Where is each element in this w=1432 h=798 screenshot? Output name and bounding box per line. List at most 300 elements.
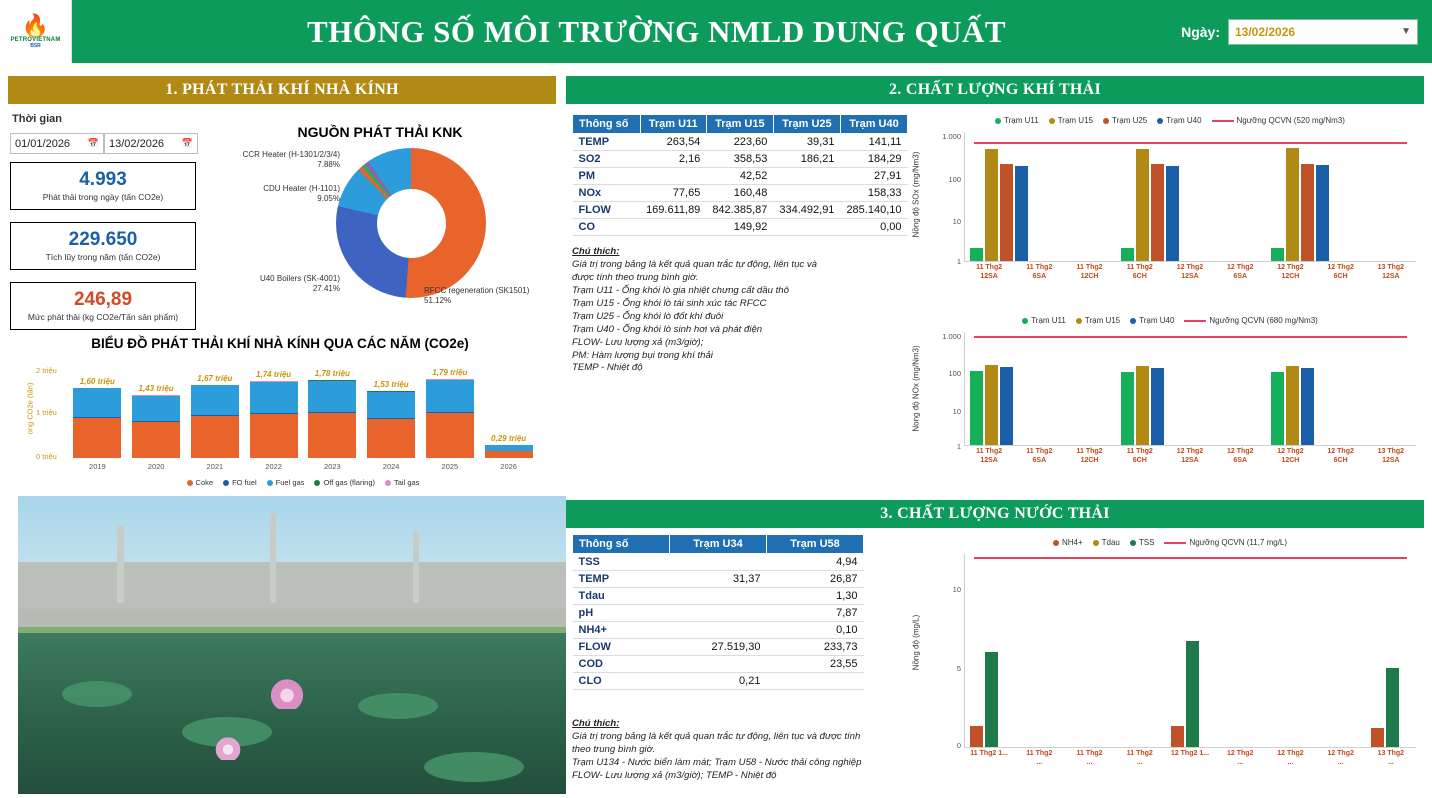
date-range-picker[interactable] <box>10 133 198 154</box>
column-header[interactable]: Trạm U15 <box>706 115 773 134</box>
legend-line <box>1164 542 1186 544</box>
bar-segment <box>426 380 474 412</box>
y-axis-tick: 1 <box>956 257 961 267</box>
row-label: TEMP <box>573 134 641 151</box>
x-axis-label: 12 Thg2 12CH <box>1277 448 1304 464</box>
bar <box>1271 248 1284 261</box>
legend-swatch <box>1022 318 1028 324</box>
y-axis-tick: 10 <box>952 406 961 416</box>
bar <box>1000 164 1013 261</box>
row-label: COD <box>573 656 670 673</box>
y-axis-tick: 1 <box>956 441 961 451</box>
legend-swatch <box>187 480 193 486</box>
x-axis-label: 12 Thg2 ... <box>1327 750 1354 766</box>
table-row <box>573 571 864 588</box>
x-axis-label: 13 Thg2 ... <box>1377 750 1405 766</box>
legend-label: Trạm U11 <box>1031 316 1066 325</box>
x-axis-label: 12 Thg2 ... <box>1226 750 1254 766</box>
legend-label: Fuel gas <box>275 478 305 487</box>
nox-plot <box>942 332 1416 451</box>
table-row <box>573 622 864 639</box>
legend-swatch <box>1093 540 1099 546</box>
table-row <box>573 588 864 605</box>
y-axis-tick: 0 <box>956 741 961 751</box>
bar <box>970 371 983 445</box>
note-line: được tính theo trung bình giờ. <box>572 271 699 283</box>
legend-swatch <box>1076 318 1082 324</box>
bar-segment <box>308 381 356 413</box>
kpi-caption: Mức phát thải (kg CO2e/Tấn sản phẩm) <box>27 311 179 322</box>
table-header-row <box>573 115 908 134</box>
table-cell: 169.611,89 <box>640 202 706 219</box>
kpi-card-intensity <box>10 282 196 330</box>
sox-plot <box>942 132 1416 267</box>
x-axis-label: 12 Thg2 6SA <box>1226 264 1254 280</box>
photo-plant <box>18 562 566 628</box>
logo <box>0 0 72 63</box>
bar-group <box>1121 132 1179 261</box>
table-cell: 27,91 <box>840 168 907 185</box>
calendar-icon[interactable]: 📅 <box>181 138 193 148</box>
nox-chart <box>911 316 1420 486</box>
row-label: NH4+ <box>573 622 670 639</box>
year-chart-ylabel: ong CO2e (tấn) <box>25 382 35 435</box>
legend-line <box>1184 320 1206 322</box>
row-label: SO2 <box>573 151 641 168</box>
kpi-value: 246,89 <box>73 289 133 311</box>
legend-label: Ngưỡng QCVN (11,7 mg/L) <box>1189 538 1288 547</box>
date-from-input[interactable] <box>10 133 104 154</box>
year-chart-title: BIỂU ĐỒ PHÁT THẢI KHÍ NHÀ KÍNH QUA CÁC NĂM (CO2e) <box>91 336 469 351</box>
kpi-caption: Tích lũy trong năm (tấn CO2e) <box>45 251 161 262</box>
legend-label: Trạm U15 <box>1057 116 1093 125</box>
emission-note <box>572 246 922 375</box>
emission-table <box>572 114 908 236</box>
legend-item[interactable] <box>385 478 419 487</box>
table-cell <box>669 605 766 622</box>
x-axis-label: 11 Thg2 ... <box>1126 750 1153 766</box>
bar <box>970 726 983 747</box>
x-axis-label: 11 Thg2 ... <box>1026 750 1053 766</box>
table-cell: 158,33 <box>840 185 907 202</box>
bar-value-label: 1,74 triệu <box>256 370 292 380</box>
table-cell <box>766 673 863 690</box>
table-cell: 77,65 <box>640 185 706 202</box>
legend-item[interactable] <box>1053 538 1083 547</box>
x-axis-label: 12 Thg2 12SA <box>1176 264 1204 280</box>
bar-segment <box>485 451 533 458</box>
x-axis-label: 11 Thg2 12CH <box>1076 264 1103 280</box>
bar-column <box>191 373 239 458</box>
year-emission-chart <box>10 356 550 487</box>
page-title: THÔNG SỐ MÔI TRƯỜNG NMLD DUNG QUẤT <box>307 13 1007 49</box>
legend-item[interactable] <box>1184 316 1317 325</box>
sox-chart <box>911 116 1420 302</box>
table-row <box>573 219 908 236</box>
x-axis-label: 2025 <box>441 462 459 471</box>
bar <box>1121 248 1134 261</box>
legend-item[interactable] <box>223 478 257 487</box>
sox-xaxis <box>964 264 1416 298</box>
bar <box>1136 366 1149 445</box>
legend-swatch <box>1130 318 1136 324</box>
legend-label: Trạm U11 <box>1004 116 1039 125</box>
date-to-value: 13/02/2026 <box>109 137 165 150</box>
table-cell: 285.140,10 <box>840 202 907 219</box>
x-axis-label: 11 Thg2 6CH <box>1126 448 1153 464</box>
calendar-icon[interactable]: 📅 <box>87 138 99 148</box>
legend-item[interactable] <box>187 478 214 487</box>
legend-swatch <box>1053 540 1059 546</box>
date-filter <box>1181 19 1432 45</box>
bar <box>1271 372 1284 445</box>
bar-segment <box>308 413 356 458</box>
photo-lotus <box>215 734 241 760</box>
legend-swatch <box>995 118 1001 124</box>
bar <box>1151 368 1164 445</box>
legend-label: Off gas (flaring) <box>323 478 375 487</box>
bar-segment <box>367 392 415 419</box>
bar-group <box>1271 332 1314 445</box>
year-chart-legend <box>68 478 538 487</box>
table-cell: 160,48 <box>706 185 773 202</box>
ytick: 1 triệu <box>36 408 57 417</box>
legend-item[interactable] <box>995 116 1039 125</box>
legend-swatch <box>1157 118 1163 124</box>
table-cell: 0,21 <box>669 673 766 690</box>
note-title: Chú thích: <box>572 246 620 257</box>
kpi-caption: Phát thải trong ngày (tấn CO2e) <box>42 191 164 202</box>
x-axis-label: 12 Thg2 ... <box>1277 750 1304 766</box>
bar-segment <box>250 382 298 413</box>
sox-legend <box>920 116 1420 125</box>
bar-segment <box>250 414 298 458</box>
donut-label-u40: U40 Boilers (SK-4001) 27.41% <box>259 274 340 293</box>
row-label: CO <box>573 219 641 236</box>
x-axis-label: 12 Thg2 12CH <box>1277 264 1304 280</box>
bar-value-label: 1,78 triệu <box>314 368 350 378</box>
threshold-line <box>974 557 1407 559</box>
note-line: FLOW- Lưu lượng xả (m3/giờ); TEMP - Nhiệt độ <box>572 769 777 781</box>
bar <box>970 248 983 261</box>
bar-group <box>970 554 998 747</box>
donut-label-ccr: CCR Heater (H-1301/2/3/4) 7.88% <box>242 150 340 169</box>
bar <box>1171 726 1184 747</box>
photo-stack <box>117 526 124 603</box>
legend-label: Tail gas <box>394 478 420 487</box>
table-row <box>573 639 864 656</box>
table-row <box>573 554 864 571</box>
legend-item[interactable] <box>1093 538 1120 547</box>
water-chart <box>911 538 1420 788</box>
table-cell: 2,16 <box>640 151 706 168</box>
bar-column <box>73 376 121 458</box>
legend-swatch <box>314 480 320 486</box>
bar <box>1286 366 1299 445</box>
kpi-value: 4.993 <box>79 169 127 191</box>
table-row <box>573 185 908 202</box>
bar-group <box>970 132 1028 261</box>
legend-label: FO fuel <box>232 478 257 487</box>
y-axis-tick: 10 <box>952 217 961 227</box>
table-cell: 23,55 <box>766 656 863 673</box>
bar <box>1015 166 1028 261</box>
water-table <box>572 534 864 690</box>
bar <box>1286 148 1299 261</box>
y-axis-tick: 1.000 <box>942 132 961 141</box>
bar-column <box>485 434 533 458</box>
bar-segment <box>132 396 180 421</box>
row-label: Tdau <box>573 588 670 605</box>
y-axis-tick: 1.000 <box>942 332 961 341</box>
photo-stack <box>270 514 276 603</box>
logo-subtext: BSR <box>30 42 41 49</box>
date-to-input[interactable] <box>104 133 198 154</box>
legend-item[interactable] <box>1164 538 1287 547</box>
legend-line <box>1212 120 1234 122</box>
date-from-value: 01/01/2026 <box>15 137 71 150</box>
y-axis-tick: 10 <box>952 584 961 594</box>
x-axis-label: 13 Thg2 12SA <box>1377 264 1405 280</box>
column-header[interactable]: Trạm U25 <box>773 115 840 134</box>
legend-label: Trạm U15 <box>1084 316 1121 325</box>
bar <box>985 149 998 261</box>
table-cell: 4,94 <box>766 554 863 571</box>
note-line: Trạm U15 - Ống khói lò tái sinh xúc tác RFCC <box>572 297 767 309</box>
kpi-card-yearly <box>10 222 196 270</box>
year-chart-plot <box>68 368 538 471</box>
bar <box>1136 149 1149 261</box>
column-header[interactable]: Trạm U34 <box>669 535 766 554</box>
x-axis-label: 11 Thg2 12CH <box>1076 448 1103 464</box>
table-row <box>573 202 908 219</box>
legend-label: Trạm U40 <box>1166 116 1202 125</box>
legend-swatch <box>1049 118 1055 124</box>
legend-swatch <box>1103 118 1109 124</box>
table-row <box>573 134 908 151</box>
refinery-photo <box>18 496 566 794</box>
x-axis-label: 12 Thg2 6SA <box>1226 448 1254 464</box>
bar-value-label: 1,60 triệu <box>79 376 115 386</box>
bar-value-label: 0,29 triệu <box>491 434 527 444</box>
table-cell <box>773 185 840 202</box>
x-axis-label: 11 Thg2 6SA <box>1026 264 1053 280</box>
note-line: Trạm U25 - Ống khói lò đốt khí đuôi <box>572 310 724 322</box>
row-label: pH <box>573 605 670 622</box>
legend-item[interactable] <box>1103 116 1147 125</box>
table-header-row <box>573 535 864 554</box>
table-cell: 358,53 <box>706 151 773 168</box>
section-header-ghg: 1. PHÁT THẢI KHÍ NHÀ KÍNH <box>8 76 556 104</box>
table-cell: 26,87 <box>766 571 863 588</box>
note-line: PM: Hàm lượng bụi trong khí thải <box>572 349 713 361</box>
y-axis-tick: 5 <box>956 664 961 673</box>
chevron-down-icon: ▼ <box>1401 26 1411 37</box>
bar-value-label: 1,53 triệu <box>373 379 409 389</box>
water-legend <box>920 538 1420 547</box>
date-filter-label: Ngày: <box>1181 23 1220 40</box>
bar-group <box>1271 132 1329 261</box>
x-axis-label: 13 Thg2 12SA <box>1377 448 1405 464</box>
table-cell: 149,92 <box>706 219 773 236</box>
table-cell: 842.385,87 <box>706 202 773 219</box>
bar-segment <box>367 419 415 458</box>
donut-chart <box>336 148 486 298</box>
date-select[interactable] <box>1228 19 1418 45</box>
row-label: TSS <box>573 554 670 571</box>
table-row <box>573 168 908 185</box>
table-cell <box>669 554 766 571</box>
x-axis-label: 11 Thg2 12SA <box>976 264 1003 280</box>
threshold-line <box>974 142 1407 144</box>
bar-column <box>250 370 298 458</box>
bar-column <box>426 368 474 458</box>
bar-segment <box>191 416 239 458</box>
table-cell: 184,29 <box>840 151 907 168</box>
legend-item[interactable] <box>314 478 375 487</box>
legend-label: Trạm U40 <box>1139 316 1175 325</box>
photo-lilypad <box>358 693 438 719</box>
bar-segment <box>191 385 239 414</box>
x-axis-label: 12 Thg2 12SA <box>1176 448 1204 464</box>
legend-item[interactable] <box>1157 116 1201 125</box>
bar <box>1371 728 1384 747</box>
legend-item[interactable] <box>1212 116 1345 125</box>
table-row <box>573 151 908 168</box>
legend-swatch <box>385 480 391 486</box>
table-cell: 27.519,30 <box>669 639 766 656</box>
row-label: FLOW <box>573 202 641 219</box>
bar <box>1186 641 1199 747</box>
column-header[interactable]: Trạm U40 <box>840 115 907 134</box>
donut-chart-title: NGUỒN PHÁT THẢI KNK <box>297 124 463 140</box>
x-axis-label: 11 Thg2 6CH <box>1126 264 1153 280</box>
legend-item[interactable] <box>1022 316 1066 325</box>
column-header[interactable]: Thông số <box>573 535 670 554</box>
bar-value-label: 1,67 triệu <box>197 373 233 383</box>
donut-label-rfcc: RFCC regeneration (SK1501) 51.12% <box>424 286 530 305</box>
y-axis-tick: 100 <box>948 369 961 379</box>
x-axis-label: 11 Thg2 ... <box>1076 750 1103 766</box>
water-plot <box>952 554 1416 751</box>
note-line: Trạm U11 - Ống khói lò gia nhiệt chưng cất dầu thô <box>572 284 789 296</box>
water-xaxis <box>964 750 1416 784</box>
donut-label-cdu: CDU Heater (H-1101) 9.05% <box>263 184 340 203</box>
note-title: Chú thích: <box>572 718 620 729</box>
app-header <box>0 0 1432 63</box>
column-header[interactable]: Trạm U58 <box>766 535 863 554</box>
row-label: TEMP <box>573 571 670 588</box>
table-cell: 186,21 <box>773 151 840 168</box>
row-label: CLO <box>573 673 670 690</box>
x-axis-label: 2022 <box>265 462 282 471</box>
table-cell <box>669 588 766 605</box>
bar <box>1121 372 1134 445</box>
donut-ring <box>336 148 486 298</box>
legend-item[interactable] <box>1076 316 1120 325</box>
bar-group <box>1171 554 1199 747</box>
x-axis-label: 2019 <box>89 462 106 471</box>
note-line: Giá trị trong bảng là kết quả quan trắc tự động, liên tục và <box>572 258 818 270</box>
column-header[interactable]: Trạm U11 <box>640 115 706 134</box>
ytick: 0 triệu <box>36 452 57 461</box>
legend-swatch <box>267 480 273 486</box>
section-header-water: 3. CHẤT LƯỢNG NƯỚC THẢI <box>566 500 1424 528</box>
legend-swatch <box>223 480 229 486</box>
x-axis-label: 12 Thg2 6CH <box>1327 264 1354 280</box>
table-cell: 233,73 <box>766 639 863 656</box>
note-line: Trạm U40 - Ống khói lò sinh hơi và phát điện <box>572 323 763 335</box>
table-cell <box>640 219 706 236</box>
table-row <box>573 605 864 622</box>
nox-legend <box>920 316 1420 325</box>
flame-icon: 🔥 <box>21 12 50 38</box>
x-axis-label: 11 Thg2 1... <box>970 750 1008 757</box>
table-cell: 39,31 <box>773 134 840 151</box>
photo-lotus <box>270 675 304 709</box>
y-axis-tick: 100 <box>948 174 961 184</box>
x-axis-label: 2023 <box>324 462 341 471</box>
x-axis-label: 12 Thg2 1... <box>1170 750 1210 757</box>
table-cell: 0,10 <box>766 622 863 639</box>
time-range-label: Thời gian <box>12 113 62 125</box>
row-label: NOx <box>573 185 641 202</box>
table-cell: 42,52 <box>706 168 773 185</box>
water-ylabel: Nồng độ (mg/L) <box>911 614 921 671</box>
photo-lilypad <box>424 752 524 782</box>
legend-label: NH4+ <box>1061 538 1083 547</box>
nox-xaxis <box>964 448 1416 482</box>
bar-segment <box>73 388 121 416</box>
sox-ylabel: Nồng độ SOx (mg/Nm3) <box>911 151 921 238</box>
bar-segment <box>73 418 121 458</box>
note-line: Giá trị trong bảng là kết quả quan trắc tự động, liên tục và được tính <box>572 730 861 742</box>
x-axis-label: 2024 <box>382 462 400 471</box>
table-cell: 7,87 <box>766 605 863 622</box>
bar <box>1166 166 1179 261</box>
bar <box>1316 165 1329 261</box>
row-label: FLOW <box>573 639 670 656</box>
table-cell: 141,11 <box>840 134 907 151</box>
bar <box>1301 368 1314 445</box>
bar <box>1301 164 1314 261</box>
legend-item[interactable] <box>1130 538 1155 547</box>
nox-ylabel: Nong độ NOx (mg/Nm3) <box>911 345 921 432</box>
row-label: PM <box>573 168 641 185</box>
legend-item[interactable] <box>1049 116 1093 125</box>
legend-item[interactable] <box>267 478 305 487</box>
x-axis-label: 2020 <box>147 462 165 471</box>
legend-label: Coke <box>195 478 214 487</box>
x-axis-label: 12 Thg2 6CH <box>1327 448 1354 464</box>
note-line: TEMP - Nhiệt độ <box>572 362 643 374</box>
kpi-value: 229.650 <box>68 229 138 251</box>
bar <box>1386 668 1399 747</box>
table-cell <box>669 656 766 673</box>
table-cell: 223,60 <box>706 134 773 151</box>
legend-item[interactable] <box>1130 316 1174 325</box>
legend-label: Ngưỡng QCVN (520 mg/Nm3) <box>1236 116 1345 125</box>
legend-label: TSS <box>1138 538 1155 547</box>
table-row <box>573 673 864 690</box>
table-cell <box>640 168 706 185</box>
x-axis-label: 11 Thg2 6SA <box>1026 448 1053 464</box>
bar-segment <box>132 422 180 458</box>
column-header[interactable]: Thông số <box>573 115 641 134</box>
note-line: FLOW- Lưu lượng xả (m3/giờ); <box>572 336 704 348</box>
table-row <box>573 656 864 673</box>
kpi-card-daily <box>10 162 196 210</box>
